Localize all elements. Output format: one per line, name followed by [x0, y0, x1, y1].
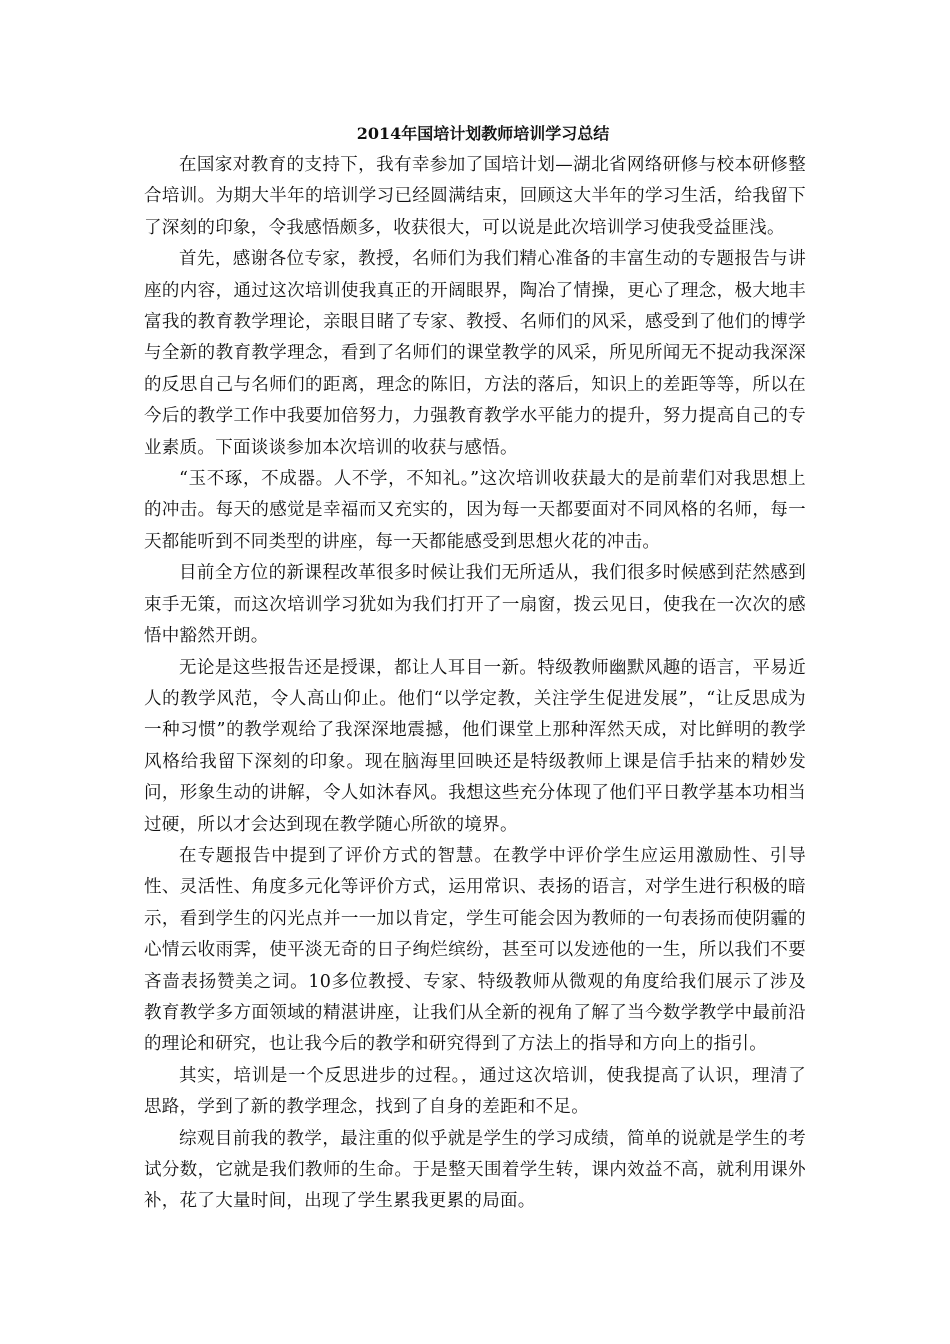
paragraph-6: 在专题报告中提到了评价方式的智慧。在教学中评价学生应运用激励性、引导性、灵活性、角度多元化等评价方式，运用常识、表扬的语言，对学生进行积极的暗示，看到学生的闪光点并一一加以肯定，学生可能会因为教师的一句表扬而使阴霾的心情云收雨霁，使平淡无奇的日子绚烂缤纷，甚至可以发迹他的一生，所以我们不要吝啬表扬赞美之词。10多位教授、专家、特级教师从微观的角度给我们展示了涉及教育教学多方面领域的精湛讲座，让我们从全新的视角了解了当今数学教学中最前沿的理论和研究，也让我今后的教学和研究得到了方法上的指导和方向上的指引。 — [144, 845, 806, 1055]
paragraph-2: 首先，感谢各位专家，教授，名师们为我们精心准备的丰富生动的专题报告与讲座的内容，通过这次培训使我真正的开阔眼界，陶冶了情操，更心了理念，极大地丰富我的教育教学理论，亲眼目睹了专家、教授、名师们的风采，感受到了他们的博学与全新的教育教学理念，看到了名师们的课堂教学的风采，所见所闻无不捉动我深深的反思自己与名师们的距离，理念的陈旧，方法的落后，知识上的差距等等，所以在今后的教学工作中我要加倍努力，力强教育教学水平能力的提升，努力提高自己的专业素质。下面谈谈参加本次培训的收获与感悟。 — [144, 249, 806, 458]
paragraph-7: 其实，培训是一个反思进步的过程。，通过这次培训，使我提高了认识，理清了思路，学到了新的教学理念，找到了自身的差距和不足。 — [144, 1065, 806, 1118]
document-page — [144, 118, 806, 1218]
paragraph-8: 综观目前我的教学，最注重的似乎就是学生的学习成绩，简单的说就是学生的考试分数，它就是我们教师的生命。于是整天围着学生转，课内效益不高，就利用课外补，花了大量时间，出现了学生累我更累的局面。 — [144, 1128, 806, 1212]
paragraph-1: 在国家对教育的支持下，我有幸参加了国培计划—湖北省网络研修与校本研修整合培训。为期大半年的培训学习已经圆满结束，回顾这大半年的学习生活，给我留下了深刻的印象，令我感悟颇多，收获很大，可以说是此次培训学习使我受益匪浅。 — [144, 155, 806, 238]
paragraph-3: “玉不琢，不成器。人不学，不知礼。”这次培训收获最大的是前辈们对我思想上的冲击。每天的感觉是幸福而又充实的，因为每一天都要面对不同风格的名师，每一天都能听到不同类型的讲座，每一天都能感受到思想火花的冲击。 — [144, 469, 806, 552]
paragraph-4: 目前全方位的新课程改革很多时候让我们无所适从，我们很多时候感到茫然感到束手无策，而这次培训学习犹如为我们打开了一扇窗，拨云见日，使我在一次次的感悟中豁然开朗。 — [144, 563, 806, 647]
document-title: 2014年国培计划教师培训学习总结 — [356, 124, 610, 143]
paragraph-5: 无论是这些报告还是授课，都让人耳目一新。特级教师幽默风趣的语言，平易近人的教学风范，令人高山仰止。他们“以学定教，关注学生促进发展”，“让反思成为一种习惯”的教学观给了我深深地震撼，他们课堂上那种浑然天成，对比鲜明的教学风格给我留下深刻的印象。现在脑海里回映还是特级教师上课是信手拈来的精妙发问，形象生动的讲解，令人如沐春风。我想这些充分体现了他们平日教学基本功相当过硬，所以才会达到现在教学随心所欲的境界。 — [144, 657, 806, 835]
